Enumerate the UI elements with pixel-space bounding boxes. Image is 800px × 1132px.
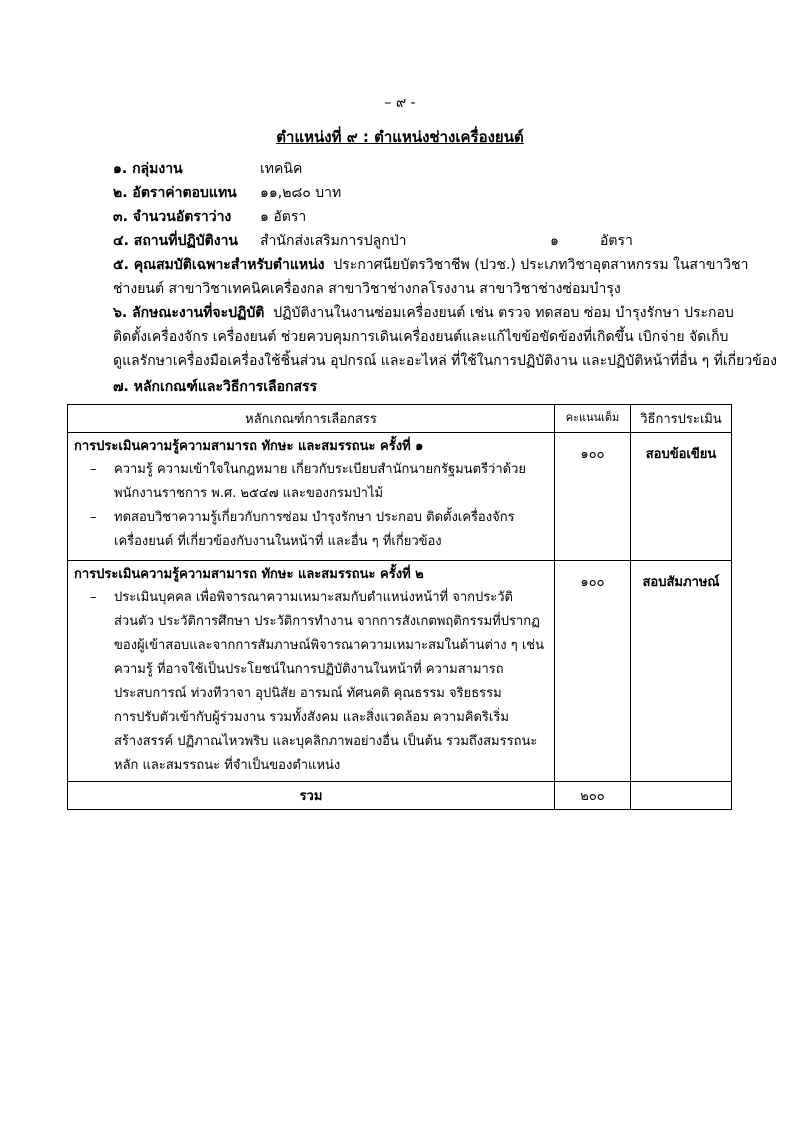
- round1-bullet-1-line1: ความรู้ ความเข้าใจในกฎหมาย เกี่ยวกับระเบียบสำนักนายกรัฐมนตรีว่าด้วย: [114, 462, 527, 477]
- info-value-group: เทคนิค: [260, 161, 303, 177]
- qualification-line1: [113, 254, 748, 276]
- job-nature-line1: [113, 302, 734, 324]
- round2-criteria-cell: [68, 561, 555, 782]
- round1-criteria-cell: [68, 433, 555, 561]
- total-method-empty: [631, 782, 732, 810]
- position-heading: ตำแหน่งที่ ๙ : ตำแหน่งช่างเครื่องยนต์: [276, 128, 524, 146]
- qualification-label: ๕. คุณสมบัติเฉพาะสำหรับตำแหน่ง: [113, 257, 325, 273]
- round2-score: ๑๐๐: [555, 561, 631, 782]
- round2-line-1: ประเมินบุคคล เพื่อพิจารณาความเหมาะสมกับตำแหน่งหน้าที่ จากประวัติ: [114, 590, 513, 605]
- round1-score: ๑๐๐: [555, 433, 631, 561]
- info-label-group: ๑. กลุ่มงาน: [113, 161, 183, 177]
- header-score: คะแนนเต็ม: [555, 405, 631, 433]
- round1-title: การประเมินความรู้ความสามารถ ทักษะ และสมรรถนะ ครั้งที่ ๑: [74, 439, 424, 454]
- round2-line-3: ของผู้เข้าสอบและจากการสัมภาษณ์พิจารณาความเหมาะสมในด้านต่าง ๆ เช่น: [114, 638, 544, 653]
- info-workplace-unit: อัตรา: [600, 233, 633, 249]
- dash-icon: –: [90, 510, 97, 525]
- table-row-round1: [68, 433, 732, 561]
- criteria-section-label: ๗. หลักเกณฑ์และวิธีการเลือกสรร: [113, 379, 318, 395]
- info-label-workplace: ๔. สถานที่ปฏิบัติงาน: [113, 233, 239, 249]
- info-workplace-count: ๑: [550, 233, 559, 249]
- info-value-vacancies: ๑ อัตรา: [260, 209, 307, 225]
- round1-bullet-1: [74, 458, 548, 506]
- criteria-table: [67, 404, 732, 810]
- qualification-line2: ช่างยนต์ สาขาวิชาเทคนิคเครื่องกล สาขาวิชาช่างกลโรงงาน สาขาวิชาช่างซ่อมบำรุง: [113, 281, 621, 297]
- round2-title: การประเมินความรู้ความสามารถ ทักษะ และสมรรถนะ ครั้งที่ ๒: [74, 567, 424, 582]
- page-number: – ๙ -: [384, 95, 416, 111]
- round2-method: สอบสัมภาษณ์: [631, 561, 732, 782]
- info-value-salary: ๑๑,๒๘๐ บาท: [260, 185, 342, 201]
- job-nature-line2: ติดตั้งเครื่องจักร เครื่องยนต์ ช่วยควบคุมการเดินเครื่องยนต์และแก้ไขข้อขัดข้องที่เกิดขึ้น เบิกจ่าย จัดเก็บ: [113, 329, 729, 345]
- job-nature-line3: ดูแลรักษาเครื่องมือเครื่องใช้ชิ้นส่วน อุปกรณ์ และอะไหล่ ที่ใช้ในการปฏิบัติงาน และปฏิบัติหน้าที่อื่น ๆ ที่เกี่ยวข้อง: [113, 353, 778, 369]
- info-label-vacancies: ๓. จำนวนอัตราว่าง: [113, 209, 232, 225]
- round1-bullet-2-line1: ทดสอบวิชาความรู้เกี่ยวกับการซ่อม บำรุงรักษา ประกอบ ติดตั้งเครื่องจักร: [114, 510, 515, 525]
- job-nature-text: ปฏิบัติงานในงานซ่อมเครื่องยนต์ เช่น ตรวจ ทดสอบ ซ่อม บำรุงรักษา ประกอบ: [273, 305, 734, 321]
- info-value-workplace: สำนักส่งเสริมการปลูกป่า: [260, 233, 407, 249]
- qualification-text: ประกาศนียบัตรวิชาชีพ (ปวช.) ประเภทวิชาอุตสาหกรรม ในสาขาวิชา: [333, 257, 749, 273]
- round2-line-8: หลัก และสมรรถนะ ที่จำเป็นของตำแหน่ง: [114, 758, 341, 773]
- round2-line-7: สร้างสรรค์ ปฏิภาณไหวพริบ และบุคลิกภาพอย่างอื่น เป็นต้น รวมถึงสมรรถนะ: [114, 734, 538, 749]
- round2-line-5: ประสบการณ์ ท่วงทีวาจา อุปนิสัย อารมณ์ ทัศนคติ คุณธรรม จริยธรรม: [114, 686, 502, 701]
- dash-icon: –: [90, 462, 97, 477]
- round2-line-4: ความรู้ ที่อาจใช้เป็นประโยชน์ในการปฏิบัติงานในหน้าที่ ความสามารถ: [114, 662, 504, 677]
- table-row-round2: [68, 561, 732, 782]
- round2-line-2: ส่วนตัว ประวัติการศึกษา ประวัติการทำงาน จากการสังเกตพฤติกรรมที่ปรากฏ: [114, 614, 540, 629]
- round1-bullet-2: [74, 506, 548, 554]
- table-header-row: [68, 405, 732, 433]
- job-nature-label: ๖. ลักษณะงานที่จะปฏิบัติ: [113, 305, 265, 321]
- round2-line-6: การปรับตัวเข้ากับผู้ร่วมงาน รวมทั้งสังคม และสิ่งแวดล้อม ความคิดริเริ่ม: [114, 710, 509, 725]
- round1-bullet-1-line2: พนักงานราชการ พ.ศ. ๒๕๔๗ และของกรมป่าไม้: [114, 486, 384, 501]
- dash-icon: –: [90, 590, 97, 605]
- round1-method: สอบข้อเขียน: [631, 433, 732, 561]
- header-criteria: หลักเกณฑ์การเลือกสรร: [68, 405, 555, 433]
- header-method: วิธีการประเมิน: [631, 405, 732, 433]
- round1-bullet-2-line2: เครื่องยนต์ ที่เกี่ยวข้องกับงานในหน้าที่ และอื่น ๆ ที่เกี่ยวข้อง: [114, 534, 442, 549]
- info-label-salary: ๒. อัตราค่าตอบแทน: [113, 185, 237, 201]
- table-total-row: [68, 782, 732, 810]
- total-label: รวม: [68, 782, 555, 810]
- round2-bullet: [74, 586, 548, 778]
- total-score: ๒๐๐: [555, 782, 631, 810]
